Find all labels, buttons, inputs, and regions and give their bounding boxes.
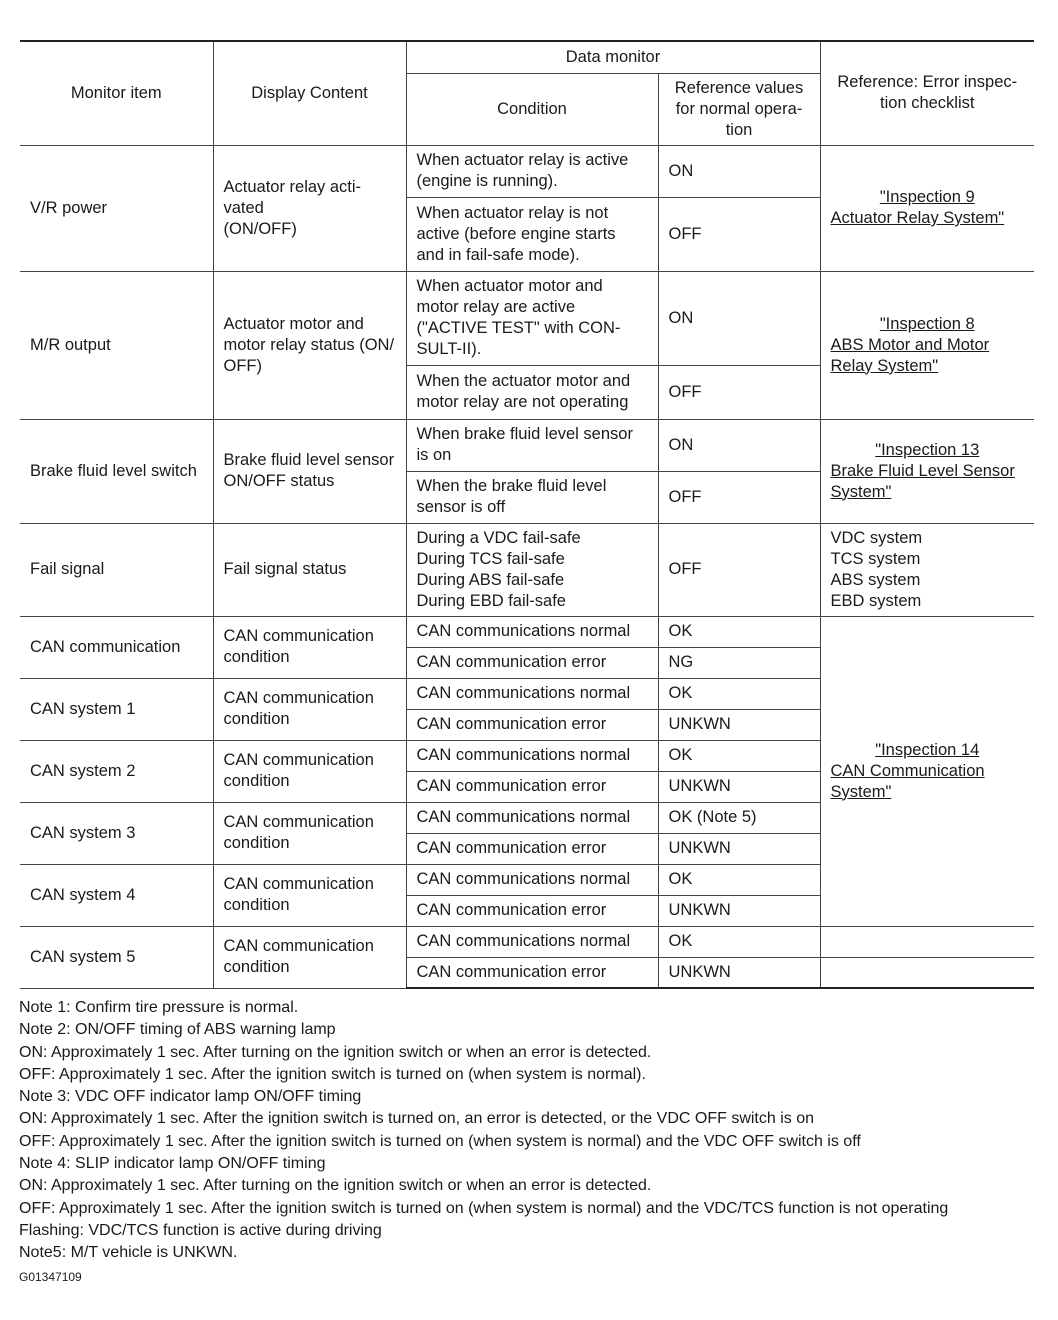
condition-cell: When actuator relay is active (engine is running). bbox=[406, 145, 658, 197]
header-row-1 bbox=[20, 41, 1034, 73]
condition-cell: CAN communication error bbox=[406, 771, 658, 802]
reference-value-cell: ON bbox=[658, 145, 820, 197]
header-data-monitor: Data monitor bbox=[406, 41, 820, 73]
reference-value-cell: UNKWN bbox=[658, 771, 820, 802]
checklist-ref-cell bbox=[820, 271, 1034, 419]
header-reference-values: Reference values for normal opera-tion bbox=[658, 73, 820, 145]
condition-cell: CAN communication error bbox=[406, 709, 658, 740]
display-content-cell: Actuator motor and motor relay status (ON/ OFF) bbox=[213, 271, 406, 419]
display-content-cell: CAN communication condition bbox=[213, 616, 406, 678]
table-row bbox=[20, 419, 1034, 471]
inspection-9-link-line2: Actuator Relay System" bbox=[830, 209, 1005, 227]
inspection-13-link-line1: "Inspection 13 bbox=[875, 440, 980, 459]
monitor-item-cell: Brake fluid level switch bbox=[20, 419, 213, 523]
header-display-content: Display Content bbox=[213, 41, 406, 145]
monitor-item-cell: CAN system 5 bbox=[20, 926, 213, 988]
display-content-cell: CAN communication condition bbox=[213, 926, 406, 988]
figure-code: G01347109 bbox=[19, 1270, 82, 1284]
checklist-ref-cell bbox=[820, 145, 1034, 271]
monitor-item-cell: CAN system 3 bbox=[20, 802, 213, 864]
note-line: ON: Approximately 1 sec. After turning on the ignition switch or when an error is detected. bbox=[19, 1177, 652, 1195]
monitor-item-cell: CAN communication bbox=[20, 616, 213, 678]
header-condition: Condition bbox=[406, 73, 658, 145]
table-row bbox=[20, 271, 1034, 365]
monitor-item-cell: M/R output bbox=[20, 271, 213, 419]
checklist-ref-cell: VDC system TCS system ABS system EBD system bbox=[820, 523, 1034, 616]
inspection-14-link[interactable] bbox=[831, 740, 1025, 803]
note-line: Note5: M/T vehicle is UNKWN. bbox=[19, 1244, 238, 1262]
inspection-14-link-line1: "Inspection 14 bbox=[875, 740, 980, 759]
reference-value-cell: UNKWN bbox=[658, 709, 820, 740]
reference-value-cell: UNKWN bbox=[658, 895, 820, 926]
note-line: OFF: Approximately 1 sec. After the ignition switch is turned on (when system is normal) and the VDC/TCS function is not operating bbox=[19, 1199, 949, 1217]
inspection-13-link[interactable] bbox=[831, 440, 1025, 503]
inspection-8-link[interactable] bbox=[831, 314, 1025, 377]
display-content-cell: CAN communication condition bbox=[213, 802, 406, 864]
inspection-13-link-line2: Brake Fluid Level Sensor System" bbox=[830, 461, 1015, 501]
inspection-14-link-line2: CAN Communication System" bbox=[830, 761, 985, 801]
condition-cell: When the brake fluid level sensor is off bbox=[406, 471, 658, 523]
display-content-cell: CAN communication condition bbox=[213, 740, 406, 802]
note-line: OFF: Approximately 1 sec. After the ignition switch is turned on (when system is normal). bbox=[19, 1065, 646, 1083]
condition-cell: CAN communication error bbox=[406, 833, 658, 864]
condition-cell: During a VDC fail-safe During TCS fail-safe During ABS fail-safe During EBD fail-safe bbox=[406, 523, 658, 616]
table-row bbox=[20, 523, 1034, 616]
reference-value-cell: OFF bbox=[658, 197, 820, 271]
monitor-item-cell: V/R power bbox=[20, 145, 213, 271]
reference-value-cell: OK bbox=[658, 678, 820, 709]
monitor-item-cell: CAN system 1 bbox=[20, 678, 213, 740]
reference-value-cell: ON bbox=[658, 419, 820, 471]
reference-value-cell: OK bbox=[658, 616, 820, 647]
display-content-cell: CAN communication condition bbox=[213, 678, 406, 740]
display-content-cell: Fail signal status bbox=[213, 523, 406, 616]
note-line: OFF: Approximately 1 sec. After the ignition switch is turned on (when system is normal) and the VDC OFF switch is off bbox=[19, 1132, 861, 1150]
checklist-ref-cell-empty bbox=[820, 957, 1034, 988]
table-row bbox=[20, 926, 1034, 957]
inspection-8-link-line1: "Inspection 8 bbox=[879, 314, 975, 333]
table-row bbox=[20, 616, 1034, 647]
reference-value-cell: OK (Note 5) bbox=[658, 802, 820, 833]
data-monitor-table bbox=[20, 40, 1034, 989]
reference-value-cell: OFF bbox=[658, 523, 820, 616]
condition-cell: When actuator motor and motor relay are active ("ACTIVE TEST" with CON-SULT-II). bbox=[406, 271, 658, 365]
condition-cell: CAN communications normal bbox=[406, 678, 658, 709]
condition-cell: CAN communication error bbox=[406, 957, 658, 988]
display-content-cell: Brake fluid level sensor ON/OFF status bbox=[213, 419, 406, 523]
reference-value-cell: OK bbox=[658, 926, 820, 957]
notes-section bbox=[19, 997, 1049, 1265]
condition-cell: CAN communications normal bbox=[406, 616, 658, 647]
reference-value-cell: ON bbox=[658, 271, 820, 365]
reference-value-cell: OK bbox=[658, 864, 820, 895]
checklist-ref-cell-empty bbox=[820, 926, 1034, 957]
monitor-item-cell: CAN system 4 bbox=[20, 864, 213, 926]
condition-cell: CAN communications normal bbox=[406, 802, 658, 833]
condition-cell: CAN communications normal bbox=[406, 864, 658, 895]
note-line: Note 1: Confirm tire pressure is normal. bbox=[19, 999, 299, 1016]
note-line: Note 3: VDC OFF indicator lamp ON/OFF timing bbox=[19, 1088, 362, 1106]
display-content-cell: CAN communication condition bbox=[213, 864, 406, 926]
condition-cell: CAN communications normal bbox=[406, 926, 658, 957]
note-line: Flashing: VDC/TCS function is active during driving bbox=[19, 1221, 382, 1239]
note-line: ON: Approximately 1 sec. After the ignition switch is turned on, an error is detected, or the VDC OFF switch is on bbox=[19, 1110, 815, 1128]
checklist-ref-cell bbox=[820, 616, 1034, 926]
reference-value-cell: UNKWN bbox=[658, 833, 820, 864]
reference-value-cell: OK bbox=[658, 740, 820, 771]
condition-cell: CAN communications normal bbox=[406, 740, 658, 771]
inspection-8-link-line2: ABS Motor and Motor Relay System" bbox=[830, 335, 990, 375]
reference-value-cell: NG bbox=[658, 647, 820, 678]
header-monitor-item: Monitor item bbox=[20, 41, 213, 145]
reference-value-cell: OFF bbox=[658, 365, 820, 419]
condition-cell: When brake fluid level sensor is on bbox=[406, 419, 658, 471]
condition-cell: When actuator relay is not active (before engine starts and in fail-safe mode). bbox=[406, 197, 658, 271]
reference-value-cell: UNKWN bbox=[658, 957, 820, 988]
condition-cell: CAN communication error bbox=[406, 647, 658, 678]
note-line: ON: Approximately 1 sec. After turning on the ignition switch or when an error is detected. bbox=[19, 1043, 652, 1061]
inspection-9-link[interactable] bbox=[831, 187, 1025, 229]
header-error-checklist: Reference: Error inspec-tion checklist bbox=[820, 41, 1034, 145]
note-line: Note 2: ON/OFF timing of ABS warning lamp bbox=[19, 1021, 336, 1039]
checklist-ref-cell bbox=[820, 419, 1034, 523]
table-row bbox=[20, 145, 1034, 197]
monitor-item-cell: Fail signal bbox=[20, 523, 213, 616]
monitor-item-cell: CAN system 2 bbox=[20, 740, 213, 802]
note-line: Note 4: SLIP indicator lamp ON/OFF timing bbox=[19, 1155, 326, 1173]
inspection-9-link-line1: "Inspection 9 bbox=[879, 188, 975, 206]
condition-cell: CAN communication error bbox=[406, 895, 658, 926]
display-content-cell: Actuator relay acti- vated (ON/OFF) bbox=[213, 145, 406, 271]
condition-cell: When the actuator motor and motor relay are not operating bbox=[406, 365, 658, 419]
reference-value-cell: OFF bbox=[658, 471, 820, 523]
